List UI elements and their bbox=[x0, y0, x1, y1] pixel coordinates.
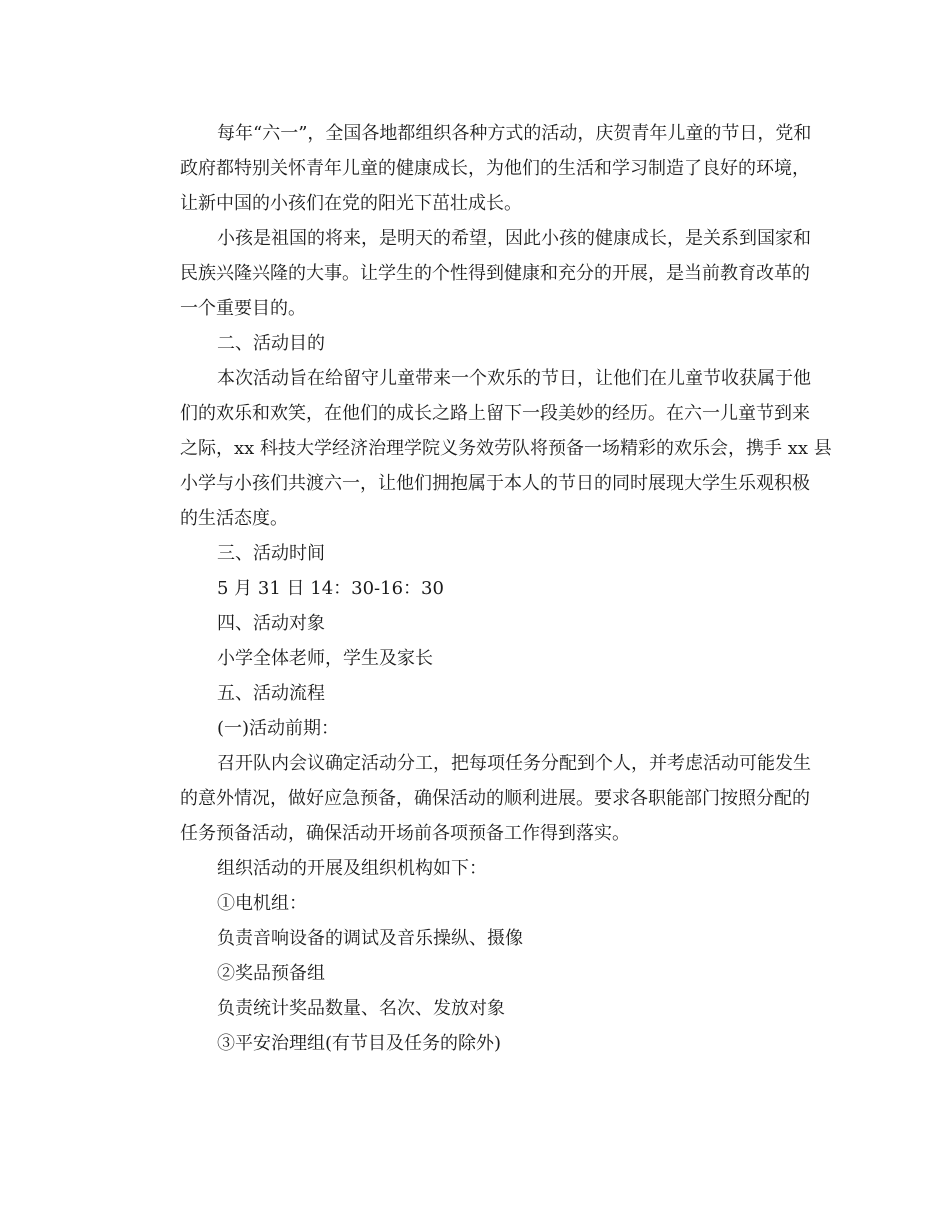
heading-activity-purpose bbox=[143, 326, 803, 361]
section-heading: 三、活动时间 bbox=[217, 543, 325, 564]
paragraph-time bbox=[143, 571, 803, 606]
section-heading: 四、活动对象 bbox=[217, 613, 325, 634]
heading-activity-audience bbox=[143, 606, 803, 641]
paragraph-intro-2 bbox=[143, 221, 811, 326]
sub-heading: (一)活动前期： bbox=[217, 718, 340, 739]
paragraph-intro-1 bbox=[143, 116, 812, 221]
text-line: 任务预备活动，确保活动开场前各项预备工作得到落实。 bbox=[180, 823, 630, 844]
text-line: 民族兴隆兴隆的大事。让学生的个性得到健康和充分的开展，是当前教育改革的 bbox=[180, 263, 810, 284]
list-item-electrical-duty bbox=[143, 921, 803, 956]
text-line: 的生活态度。 bbox=[180, 508, 288, 529]
text-line: 一个重要目的。 bbox=[180, 298, 306, 319]
text-line: 的意外情况，做好应急预备，确保活动的顺利进展。要求各职能部门按照分配的 bbox=[180, 788, 810, 809]
text-line: 小学与小孩们共渡六一，让他们拥抱属于本人的节日的同时展现大学生乐观积极 bbox=[180, 473, 810, 494]
text-line: 组织活动的开展及组织机构如下： bbox=[217, 858, 487, 879]
text-line: 小学全体老师，学生及家长 bbox=[217, 648, 433, 669]
text-line: 政府都特别关怀青年儿童的健康成长，为他们的生活和学习制造了良好的环境， bbox=[180, 158, 810, 179]
document-body bbox=[143, 116, 832, 1061]
section-heading: 五、活动流程 bbox=[217, 683, 325, 704]
subheading-pre-activity bbox=[143, 711, 803, 746]
list-item-prize-duty bbox=[143, 991, 803, 1026]
list-item-text: 负责统计奖品数量、名次、发放对象 bbox=[217, 998, 505, 1019]
list-item-electrical-group bbox=[143, 886, 803, 921]
text-line: 让新中国的小孩们在党的阳光下茁壮成长。 bbox=[180, 193, 522, 214]
heading-activity-process bbox=[143, 676, 803, 711]
text-line: 5 月 31 日 14：30-16：30 bbox=[217, 578, 444, 599]
section-heading: 二、活动目的 bbox=[217, 333, 325, 354]
text-line: 们的欢乐和欢笑，在他们的成长之路上留下一段美妙的经历。在六一儿童节到来 bbox=[180, 403, 810, 424]
text-line: 本次活动旨在给留守儿童带来一个欢乐的节日，让他们在儿童节收获属于他 bbox=[217, 368, 811, 389]
text-line: 每年“六一”，全国各地都组织各种方式的活动，庆贺青年儿童的节日，党和 bbox=[217, 123, 812, 144]
paragraph-audience bbox=[143, 641, 803, 676]
list-item-title: ②奖品预备组 bbox=[217, 963, 325, 984]
list-item-text: 负责音响设备的调试及音乐操纵、摄像 bbox=[217, 928, 523, 949]
list-item-title: ①电机组： bbox=[217, 893, 307, 914]
list-item-safety-group bbox=[143, 1026, 803, 1061]
paragraph-pre-activity bbox=[143, 746, 811, 851]
text-line: 小孩是祖国的将来，是明天的希望，因此小孩的健康成长，是关系到国家和 bbox=[217, 228, 811, 249]
text-line: 之际，xx 科技大学经济治理学院义务效劳队将预备一场精彩的欢乐会，携手 xx 县 bbox=[180, 438, 832, 459]
heading-activity-time bbox=[143, 536, 803, 571]
paragraph-purpose bbox=[143, 361, 832, 536]
list-item-prize-group bbox=[143, 956, 803, 991]
paragraph-organization bbox=[143, 851, 803, 886]
text-line: 召开队内会议确定活动分工，把每项任务分配到个人，并考虑活动可能发生 bbox=[217, 753, 811, 774]
list-item-title: ③平安治理组(有节目及任务的除外) bbox=[217, 1033, 502, 1054]
